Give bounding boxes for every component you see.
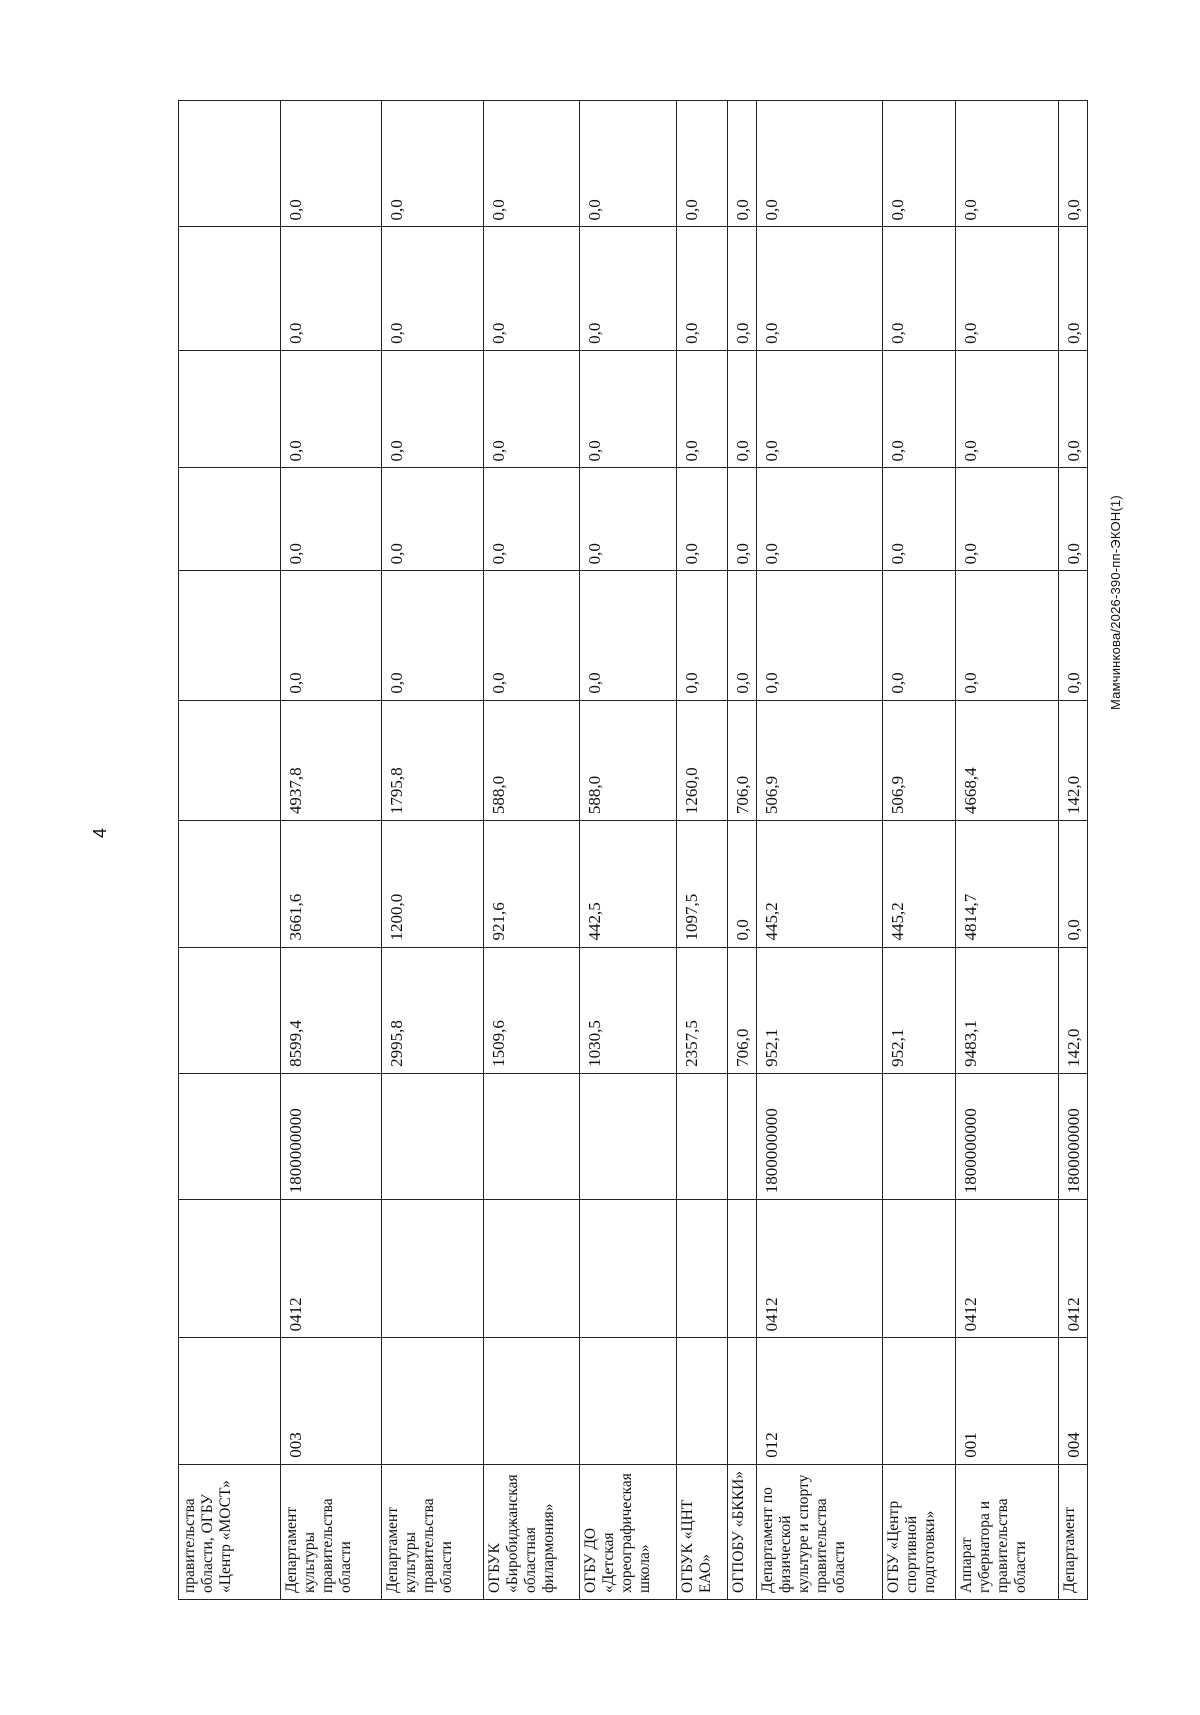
value-7-cell: 0,0	[382, 101, 484, 227]
table-row	[382, 101, 484, 1600]
value-5-cell: 0,0	[676, 350, 727, 468]
value-7-cell: 0,0	[757, 101, 883, 227]
value-6-cell: 0,0	[728, 227, 757, 350]
value-total-cell: 1509,6	[484, 947, 580, 1073]
code-program-cell	[883, 1073, 956, 1199]
value-7-cell: 0,0	[676, 101, 727, 227]
value-3-cell: 0,0	[280, 571, 382, 700]
value-4-cell: 0,0	[757, 468, 883, 571]
value-3-cell: 0,0	[883, 571, 956, 700]
code-program-cell: 1800000000	[280, 1073, 382, 1199]
code-ministry-cell	[728, 1338, 757, 1464]
code-program-cell	[484, 1073, 580, 1199]
table-row	[676, 101, 727, 1600]
value-total-cell: 706,0	[728, 947, 757, 1073]
value-4-cell: 0,0	[883, 468, 956, 571]
value-5-cell: 0,0	[757, 350, 883, 468]
value-1-cell: 445,2	[757, 821, 883, 947]
value-total-cell	[179, 947, 281, 1073]
code-program-cell	[580, 1073, 676, 1199]
budget-table	[178, 100, 1088, 1600]
value-4-cell: 0,0	[676, 468, 727, 571]
value-3-cell	[179, 571, 281, 700]
value-total-cell: 9483,1	[956, 947, 1059, 1073]
table-row	[883, 101, 956, 1600]
value-2-cell: 588,0	[484, 700, 580, 821]
value-5-cell: 0,0	[883, 350, 956, 468]
footer-note: Мамчинкова/2026-390-пп-ЭКОН(1)	[1108, 495, 1123, 710]
code-ministry-cell	[179, 1338, 281, 1464]
value-5-cell: 0,0	[580, 350, 676, 468]
value-1-cell: 445,2	[883, 821, 956, 947]
value-3-cell: 0,0	[757, 571, 883, 700]
value-7-cell: 0,0	[280, 101, 382, 227]
table-row	[179, 101, 281, 1600]
code-section-cell	[484, 1200, 580, 1338]
row-name-cell: Аппарат губернатора и правительства области	[956, 1464, 1059, 1599]
table-row	[280, 101, 382, 1600]
code-ministry-cell: 003	[280, 1338, 382, 1464]
code-program-cell	[179, 1073, 281, 1199]
value-5-cell: 0,0	[382, 350, 484, 468]
code-section-cell	[883, 1200, 956, 1338]
value-6-cell: 0,0	[484, 227, 580, 350]
value-total-cell: 1030,5	[580, 947, 676, 1073]
value-6-cell: 0,0	[580, 227, 676, 350]
table-row	[956, 101, 1059, 1600]
value-5-cell: 0,0	[728, 350, 757, 468]
code-ministry-cell	[676, 1338, 727, 1464]
code-ministry-cell	[484, 1338, 580, 1464]
value-6-cell	[179, 227, 281, 350]
value-3-cell: 0,0	[382, 571, 484, 700]
value-2-cell	[179, 700, 281, 821]
page-number: 4	[90, 827, 110, 838]
value-4-cell: 0,0	[728, 468, 757, 571]
code-ministry-cell	[883, 1338, 956, 1464]
value-1-cell: 0,0	[728, 821, 757, 947]
value-5-cell: 0,0	[1059, 350, 1088, 468]
row-name-cell: ОГБУК «Биробиджанская областная филармония»	[484, 1464, 580, 1599]
value-1-cell: 1200,0	[382, 821, 484, 947]
value-5-cell: 0,0	[280, 350, 382, 468]
code-ministry-cell: 001	[956, 1338, 1059, 1464]
code-section-cell	[382, 1200, 484, 1338]
value-4-cell: 0,0	[956, 468, 1059, 571]
value-total-cell: 2357,5	[676, 947, 727, 1073]
row-name-cell: ОГБУК «ЦНТ ЕАО»	[676, 1464, 727, 1599]
value-total-cell: 142,0	[1059, 947, 1088, 1073]
value-1-cell: 442,5	[580, 821, 676, 947]
code-section-cell	[580, 1200, 676, 1338]
code-ministry-cell	[580, 1338, 676, 1464]
value-4-cell: 0,0	[280, 468, 382, 571]
value-2-cell: 506,9	[883, 700, 956, 821]
value-4-cell: 0,0	[484, 468, 580, 571]
value-6-cell: 0,0	[883, 227, 956, 350]
value-total-cell: 8599,4	[280, 947, 382, 1073]
value-2-cell: 588,0	[580, 700, 676, 821]
value-7-cell: 0,0	[956, 101, 1059, 227]
row-name-cell: Департамент культуры правительства области	[382, 1464, 484, 1599]
code-program-cell	[382, 1073, 484, 1199]
table-row	[728, 101, 757, 1600]
value-7-cell: 0,0	[883, 101, 956, 227]
value-4-cell: 0,0	[1059, 468, 1088, 571]
code-section-cell	[728, 1200, 757, 1338]
table-row	[580, 101, 676, 1600]
value-2-cell: 142,0	[1059, 700, 1088, 821]
value-3-cell: 0,0	[484, 571, 580, 700]
row-name-cell: правительства области, ОГБУ «Центр «МОСТ»	[179, 1464, 281, 1599]
row-name-cell: ОГБУ «Центр спортивной подготовки»	[883, 1464, 956, 1599]
value-2-cell: 4668,4	[956, 700, 1059, 821]
value-4-cell: 0,0	[580, 468, 676, 571]
table-row	[1059, 101, 1088, 1600]
value-7-cell: 0,0	[728, 101, 757, 227]
value-2-cell: 1260,0	[676, 700, 727, 821]
row-name-cell: ОГПОБУ «БККИ»	[728, 1464, 757, 1599]
value-1-cell: 0,0	[1059, 821, 1088, 947]
value-6-cell: 0,0	[676, 227, 727, 350]
value-6-cell: 0,0	[280, 227, 382, 350]
value-2-cell: 706,0	[728, 700, 757, 821]
value-5-cell: 0,0	[484, 350, 580, 468]
value-2-cell: 1795,8	[382, 700, 484, 821]
code-section-cell	[179, 1200, 281, 1338]
value-3-cell: 0,0	[1059, 571, 1088, 700]
value-1-cell: 3661,6	[280, 821, 382, 947]
code-program-cell: 1800000000	[1059, 1073, 1088, 1199]
value-3-cell: 0,0	[728, 571, 757, 700]
code-section-cell: 0412	[1059, 1200, 1088, 1338]
value-7-cell: 0,0	[1059, 101, 1088, 227]
value-6-cell: 0,0	[1059, 227, 1088, 350]
code-program-cell: 1800000000	[956, 1073, 1059, 1199]
code-program-cell	[676, 1073, 727, 1199]
code-ministry-cell: 004	[1059, 1338, 1088, 1464]
value-2-cell: 4937,8	[280, 700, 382, 821]
table-row	[484, 101, 580, 1600]
value-1-cell: 921,6	[484, 821, 580, 947]
code-program-cell: 1800000000	[757, 1073, 883, 1199]
value-5-cell: 0,0	[956, 350, 1059, 468]
row-name-cell: Департамент культуры правительства области	[280, 1464, 382, 1599]
value-4-cell: 0,0	[382, 468, 484, 571]
row-name-cell: Департамент	[1059, 1464, 1088, 1599]
value-2-cell: 506,9	[757, 700, 883, 821]
value-total-cell: 2995,8	[382, 947, 484, 1073]
code-section-cell	[676, 1200, 727, 1338]
value-5-cell	[179, 350, 281, 468]
code-ministry-cell	[382, 1338, 484, 1464]
value-6-cell: 0,0	[757, 227, 883, 350]
row-name-cell: Департамент по физической культуре и спорту правительства области	[757, 1464, 883, 1599]
value-3-cell: 0,0	[956, 571, 1059, 700]
value-3-cell: 0,0	[580, 571, 676, 700]
value-7-cell	[179, 101, 281, 227]
value-total-cell: 952,1	[883, 947, 956, 1073]
value-3-cell: 0,0	[676, 571, 727, 700]
code-section-cell: 0412	[280, 1200, 382, 1338]
code-section-cell: 0412	[956, 1200, 1059, 1338]
value-4-cell	[179, 468, 281, 571]
value-total-cell: 952,1	[757, 947, 883, 1073]
code-program-cell	[728, 1073, 757, 1199]
value-7-cell: 0,0	[484, 101, 580, 227]
row-name-cell: ОГБУ ДО «Детская хореографическая школа»	[580, 1464, 676, 1599]
value-1-cell: 4814,7	[956, 821, 1059, 947]
value-1-cell	[179, 821, 281, 947]
code-ministry-cell: 012	[757, 1338, 883, 1464]
value-6-cell: 0,0	[956, 227, 1059, 350]
table-row	[757, 101, 883, 1600]
value-6-cell: 0,0	[382, 227, 484, 350]
value-7-cell: 0,0	[580, 101, 676, 227]
code-section-cell: 0412	[757, 1200, 883, 1338]
value-1-cell: 1097,5	[676, 821, 727, 947]
